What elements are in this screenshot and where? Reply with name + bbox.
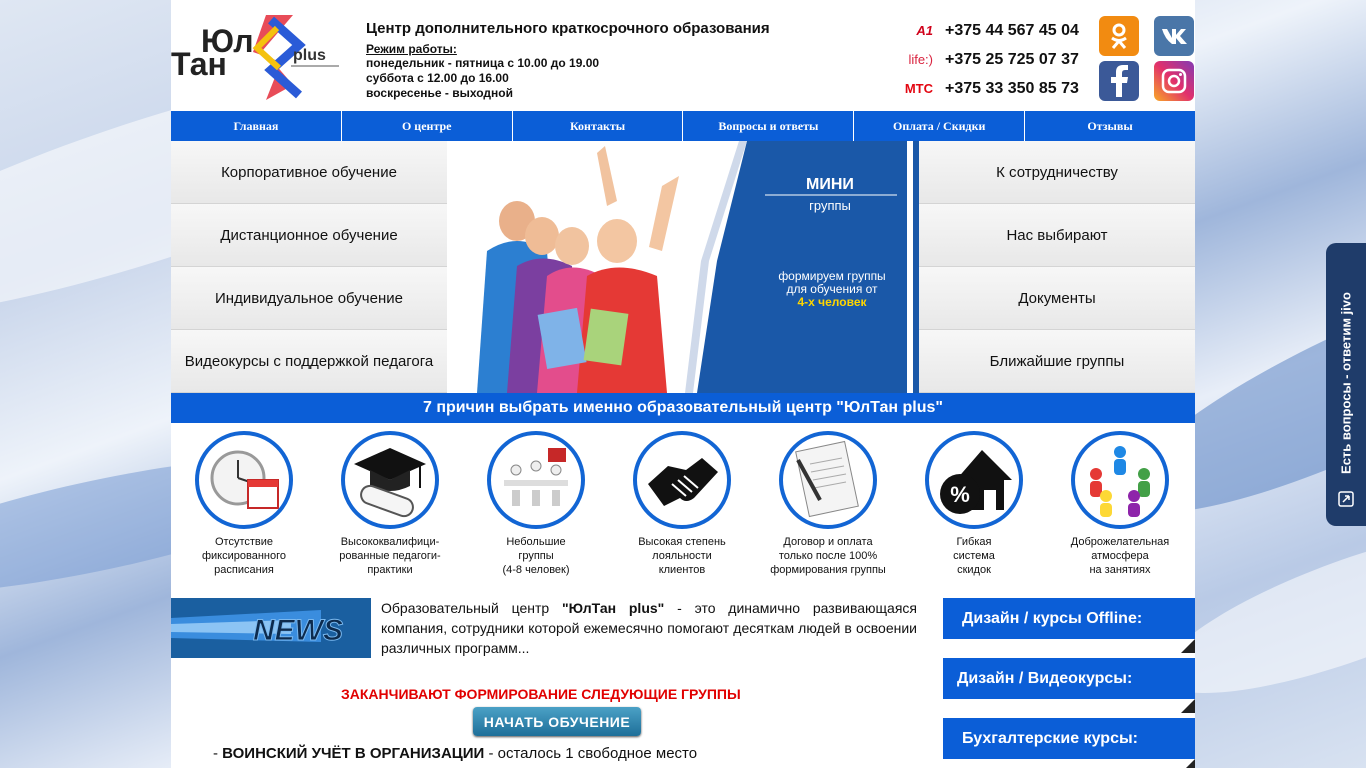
header-title: Центр дополнительного краткосрочного образования (366, 20, 770, 37)
reason-text: Отсутствие фиксированного расписания (201, 536, 286, 576)
news-text (381, 598, 917, 658)
vk-icon[interactable] (1154, 16, 1194, 56)
right-menu-item[interactable]: Нас выбирают (919, 204, 1195, 267)
nav-faq[interactable]: Вопросы и ответы (683, 111, 854, 141)
page (171, 0, 1195, 768)
contract-icon (779, 431, 877, 529)
nav-contacts[interactable]: Контакты (513, 111, 684, 141)
facebook-icon[interactable] (1099, 61, 1139, 101)
reasons-heading: 7 причин выбрать именно образовательный центр "ЮлТан plus" (171, 393, 1195, 423)
right-menu-item[interactable]: Ближайшие группы (919, 330, 1195, 393)
group-item[interactable] (213, 745, 697, 762)
reason-text: Высококвалифици- рованные педагоги- практики (339, 536, 441, 576)
schedule-saturday: суббота с 12.00 до 16.00 (366, 71, 509, 85)
reason-item (463, 431, 609, 577)
phone-number[interactable]: +375 44 567 45 04 (945, 21, 1079, 39)
schedule-weekdays: понедельник - пятница с 10.00 до 19.00 (366, 56, 600, 70)
phones (883, 16, 1079, 103)
right-menu-item[interactable]: Документы (919, 267, 1195, 330)
handshake-icon (633, 431, 731, 529)
svg-text:%: % (950, 482, 970, 507)
reason-text: Доброжелательная атмосфера на занятиях (1070, 536, 1170, 576)
reason-item (609, 431, 755, 577)
left-menu-item[interactable]: Корпоративное обучение (171, 141, 447, 204)
nav-home[interactable]: Главная (171, 111, 342, 141)
news-banner[interactable] (171, 598, 371, 658)
nav-payment[interactable]: Оплата / Скидки (854, 111, 1025, 141)
left-menu-item[interactable]: Видеокурсы с поддержкой педагога (171, 330, 447, 393)
reasons-list (171, 431, 1195, 577)
life-logo-icon: life:) (908, 52, 933, 67)
news-text-before: Образовательный центр (381, 600, 562, 616)
phone-number[interactable]: +375 25 725 07 37 (945, 50, 1079, 68)
schedule-heading[interactable]: Режим работы: (366, 42, 457, 56)
course-accounting[interactable] (943, 718, 1195, 759)
discount-house-icon (925, 431, 1023, 529)
small-group-icon (487, 431, 585, 529)
phone-life[interactable] (883, 45, 1079, 74)
banner[interactable] (447, 141, 919, 393)
banner-title: МИНИ (806, 176, 854, 193)
banner-subtitle: группы (809, 198, 851, 213)
reason-text: Небольшие группы (4-8 человек) (502, 536, 570, 576)
header (171, 0, 1195, 111)
left-menu-item[interactable]: Индивидуальное обучение (171, 267, 447, 330)
clock-calendar-icon (195, 431, 293, 529)
course-video-design[interactable] (943, 658, 1195, 699)
course-label: Дизайн / Видеокурсы: (957, 669, 1133, 687)
news-text-after: - это динамично развивающаяся компания, сотрудники которой ежемесячно помогают десяткам людей в освоении различных программ... (381, 600, 918, 656)
main-nav (171, 111, 1195, 141)
group-name: ВОИНСКИЙ УЧЁТ В ОРГАНИЗАЦИИ (222, 745, 485, 762)
logo[interactable] (171, 10, 346, 102)
reason-item (317, 431, 463, 577)
banner-text3: 4-х человек (797, 295, 867, 309)
logo-line2: Тан (171, 46, 227, 82)
graduation-cap-icon (341, 431, 439, 529)
banner-text1: формируем группы (778, 269, 886, 283)
news-label: NEWS (253, 614, 343, 647)
right-menu-item[interactable]: К сотрудничеству (919, 141, 1195, 204)
logo-plus: plus (293, 47, 326, 64)
people-circle-icon (1071, 431, 1169, 529)
chat-icon (1338, 491, 1354, 507)
phone-mts[interactable] (883, 74, 1079, 103)
mts-logo-icon: МТС (904, 81, 933, 96)
course-offline-design[interactable] (943, 598, 1195, 639)
jivo-label: Есть вопросы - ответим jivo (1338, 292, 1354, 474)
header-info (366, 20, 786, 101)
start-learning-button[interactable]: НАЧАТЬ ОБУЧЕНИЕ (473, 707, 641, 736)
groups-heading: ЗАКАНЧИВАЮТ ФОРМИРОВАНИЕ СЛЕДУЮЩИЕ ГРУППЫ (341, 686, 741, 702)
schedule-sunday: воскресенье - выходной (366, 86, 513, 100)
reason-item (1047, 431, 1193, 577)
jivo-chat-widget[interactable] (1326, 243, 1366, 526)
reason-text: Гибкая система скидок (953, 536, 995, 576)
reason-text: Высокая степень лояльности клиентов (638, 536, 726, 576)
reason-item (171, 431, 317, 577)
left-menu-item[interactable]: Дистанционное обучение (171, 204, 447, 267)
ok-icon[interactable] (1099, 16, 1139, 56)
reason-item (901, 431, 1047, 577)
nav-about[interactable]: О центре (342, 111, 513, 141)
a1-logo-icon: A1 (916, 23, 933, 38)
group-prefix: - (213, 745, 223, 762)
reason-item (755, 431, 901, 577)
course-label: Бухгалтерские курсы: (962, 729, 1138, 747)
phone-a1[interactable] (883, 16, 1079, 45)
course-label: Дизайн / курсы Offline: (962, 609, 1143, 627)
reason-text: Договор и оплата только после 100% формирования группы (770, 536, 886, 576)
news-brand: "ЮлТан plus" (562, 600, 665, 616)
phone-number[interactable]: +375 33 350 85 73 (945, 79, 1079, 97)
right-menu (919, 141, 1195, 393)
logo-line1: Юл (201, 23, 254, 59)
nav-reviews[interactable]: Отзывы (1087, 118, 1133, 133)
banner-text2: для обучения от (786, 282, 878, 296)
instagram-icon[interactable] (1154, 61, 1194, 101)
group-suffix: - осталось 1 свободное место (484, 745, 698, 762)
left-menu (171, 141, 447, 393)
